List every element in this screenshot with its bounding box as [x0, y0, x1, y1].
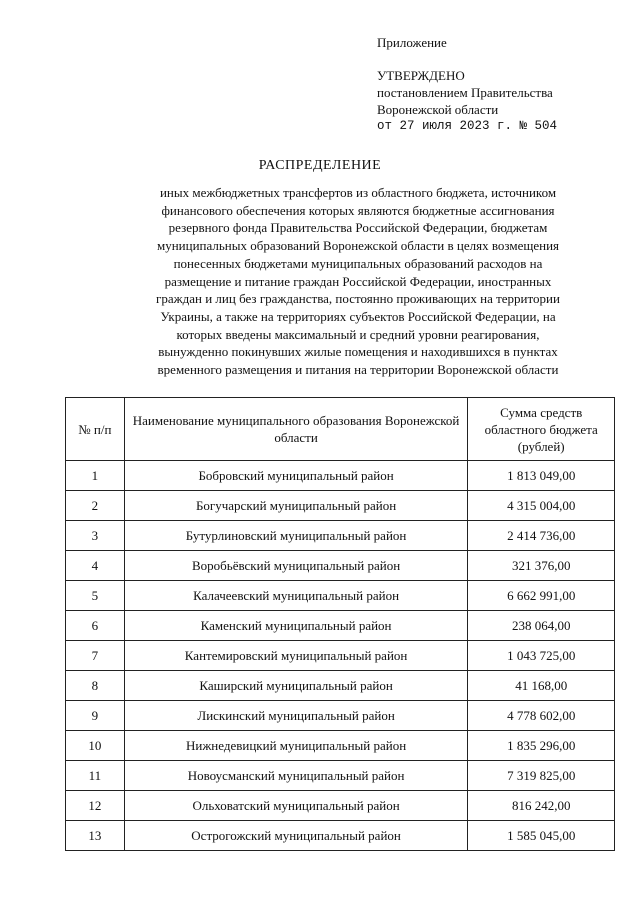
row-number-cell: 5 — [66, 581, 125, 611]
table-row — [66, 641, 615, 671]
row-number-cell: 6 — [66, 611, 125, 641]
description-line: которых введены максимальный и средний уровни реагирования, — [176, 326, 540, 342]
approved-label: УТВЕРЖДЕНО — [377, 68, 465, 83]
amount-cell: 4 778 602,00 — [468, 701, 615, 731]
table-row — [66, 791, 615, 821]
description-line: резервного фонда Правительства Российской Федерации, бюджетам — [168, 220, 548, 236]
document-title: РАСПРЕДЕЛЕНИЕ — [258, 158, 382, 173]
table-row — [66, 671, 615, 701]
table-row — [66, 731, 615, 761]
row-number-cell: 9 — [66, 701, 125, 731]
amount-cell: 7 319 825,00 — [468, 761, 615, 791]
row-number-cell: 1 — [66, 461, 125, 491]
amount-cell: 2 414 736,00 — [468, 521, 615, 551]
amount-cell: 6 662 991,00 — [468, 581, 615, 611]
description-line: финансового обеспечения которых являются бюджетные ассигнования — [161, 202, 555, 218]
approved-by-line-2: Воронежской области — [377, 102, 499, 117]
municipality-name-cell: Ольховатский муниципальный район — [124, 791, 468, 821]
table-body — [66, 461, 615, 851]
amount-cell: 1 585 045,00 — [468, 821, 615, 851]
description-line: временного размещения и питания на территории Воронежской области — [157, 362, 559, 378]
description-line: Украины, а также на территориях субъектов Российской Федерации, на — [160, 308, 556, 324]
amount-cell: 321 376,00 — [468, 551, 615, 581]
municipality-name-cell: Богучарский муниципальный район — [124, 491, 468, 521]
amount-cell: 41 168,00 — [468, 671, 615, 701]
table-row — [66, 701, 615, 731]
municipality-name-cell: Новоусманский муниципальный район — [124, 761, 468, 791]
row-number-cell: 11 — [66, 761, 125, 791]
municipality-name-cell: Бобровский муниципальный район — [124, 461, 468, 491]
municipality-name-cell: Острогожский муниципальный район — [124, 821, 468, 851]
municipality-name-cell: Калачеевский муниципальный район — [124, 581, 468, 611]
row-number-cell: 8 — [66, 671, 125, 701]
municipality-name-cell: Кантемировский муниципальный район — [124, 641, 468, 671]
appendix-label: Приложение — [377, 35, 447, 50]
row-number-cell: 7 — [66, 641, 125, 671]
amount-cell: 816 242,00 — [468, 791, 615, 821]
row-number-cell: 12 — [66, 791, 125, 821]
description-line: вынужденно покинувших жилые помещения и находившихся в пунктах — [158, 344, 558, 360]
table-row — [66, 521, 615, 551]
row-number-cell: 3 — [66, 521, 125, 551]
description-line: понесенных бюджетами муниципальных образований расходов на — [173, 255, 543, 271]
row-number-cell: 4 — [66, 551, 125, 581]
municipality-name-cell: Воробьёвский муниципальный район — [124, 551, 468, 581]
municipality-name-cell: Нижнедевицкий муниципальный район — [124, 731, 468, 761]
distribution-table — [65, 397, 615, 851]
approved-by-line-1: постановлением Правительства — [377, 85, 553, 100]
document-description — [108, 184, 608, 379]
table-row — [66, 581, 615, 611]
municipality-name-cell: Каширский муниципальный район — [124, 671, 468, 701]
row-number-cell: 10 — [66, 731, 125, 761]
column-header-amount: Сумма средств областного бюджета (рублей) — [468, 398, 615, 461]
decree-date-line: от 27 июля 2023 г. № 504 — [377, 119, 558, 133]
table-row — [66, 761, 615, 791]
description-line: размещение и питание граждан Российской Федерации, иностранных — [164, 273, 552, 289]
row-number-cell: 2 — [66, 491, 125, 521]
table-row — [66, 611, 615, 641]
amount-cell: 4 315 004,00 — [468, 491, 615, 521]
amount-cell: 238 064,00 — [468, 611, 615, 641]
table-header-row — [66, 398, 615, 461]
municipality-name-cell: Каменский муниципальный район — [124, 611, 468, 641]
column-header-municipality: Наименование муниципального образования Воронежской области — [124, 398, 468, 461]
table-row — [66, 491, 615, 521]
municipality-name-cell: Лискинский муниципальный район — [124, 701, 468, 731]
table-row — [66, 821, 615, 851]
table-row — [66, 461, 615, 491]
description-line: муниципальных образований Воронежской области в целях возмещения — [156, 238, 560, 254]
description-line: граждан и лиц без гражданства, постоянно проживающих на территории — [156, 291, 560, 307]
amount-cell: 1 043 725,00 — [468, 641, 615, 671]
table-row — [66, 551, 615, 581]
amount-cell: 1 835 296,00 — [468, 731, 615, 761]
description-line: иных межбюджетных трансфертов из областного бюджета, источником — [159, 185, 557, 200]
column-header-number: № п/п — [66, 398, 125, 461]
amount-cell: 1 813 049,00 — [468, 461, 615, 491]
approval-block — [377, 34, 632, 135]
municipality-name-cell: Бутурлиновский муниципальный район — [124, 521, 468, 551]
row-number-cell: 13 — [66, 821, 125, 851]
